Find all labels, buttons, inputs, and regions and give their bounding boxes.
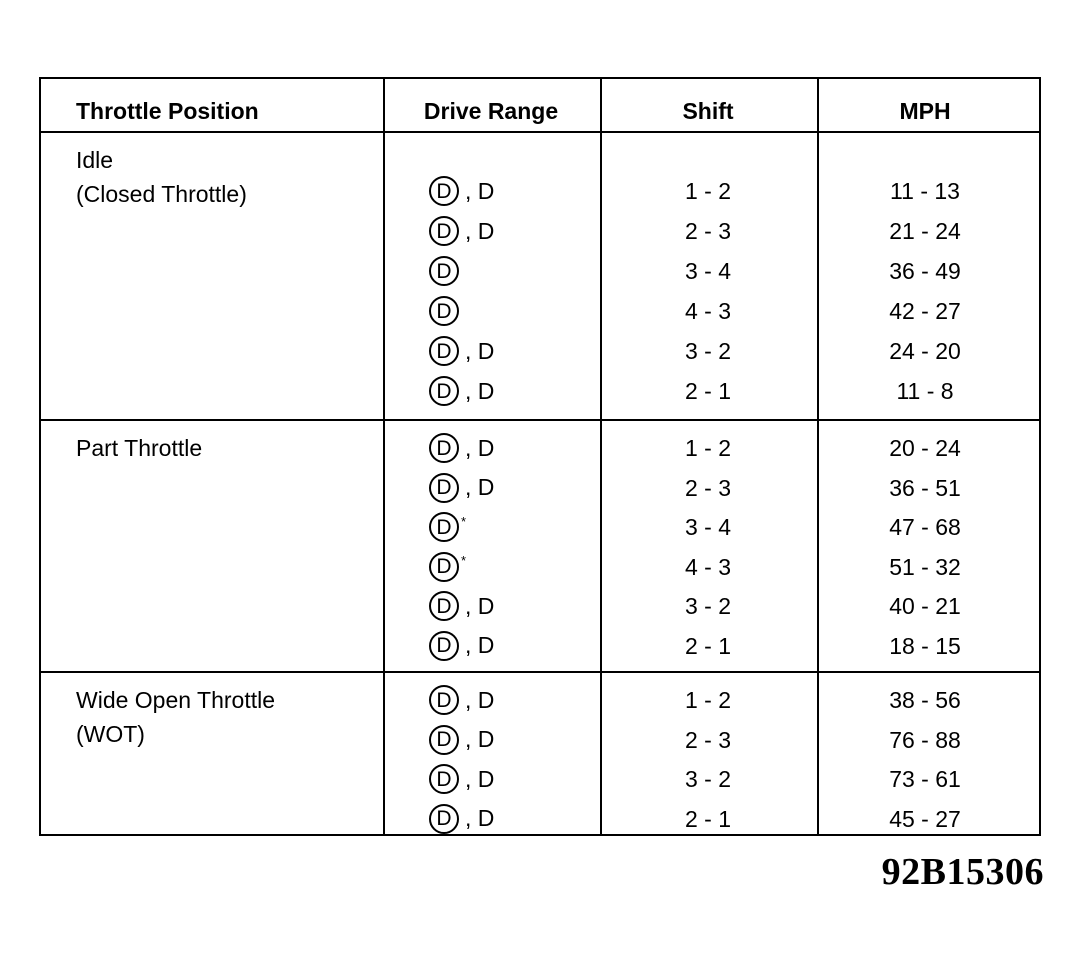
footnote-asterisk: * bbox=[461, 513, 467, 529]
drive-range-cell bbox=[429, 629, 494, 663]
column-divider bbox=[817, 79, 819, 834]
mph-value: 36 - 51 bbox=[889, 474, 961, 501]
drive-overdrive-circle: D bbox=[429, 296, 459, 326]
header-mph: MPH bbox=[899, 98, 951, 124]
mph-value: 36 - 49 bbox=[889, 258, 961, 284]
drive-range-suffix: , D bbox=[465, 805, 495, 831]
mph-value: 24 - 20 bbox=[889, 338, 961, 364]
section-divider bbox=[41, 419, 1039, 421]
header-shift: Shift bbox=[682, 98, 734, 124]
drive-overdrive-circle: D bbox=[429, 685, 459, 715]
throttle-position-label: Idle bbox=[76, 147, 114, 173]
drive-range-suffix: , D bbox=[465, 765, 495, 792]
drive-range-cell bbox=[429, 374, 494, 408]
shift-value: 2 - 1 bbox=[684, 805, 732, 832]
mph-value: 73 - 61 bbox=[889, 766, 961, 792]
shift-value: 2 - 3 bbox=[684, 218, 732, 244]
drive-overdrive-circle: D bbox=[429, 725, 459, 755]
shift-value: 3 - 4 bbox=[684, 514, 732, 540]
drive-range-cell bbox=[429, 683, 494, 717]
drive-range-suffix: , D bbox=[465, 177, 495, 204]
drive-range-cell bbox=[429, 550, 466, 584]
figure-id: 92B15306 bbox=[881, 851, 1044, 893]
mph-value: 47 - 68 bbox=[889, 514, 961, 540]
mph-value: 76 - 88 bbox=[889, 726, 961, 753]
shift-value: 3 - 2 bbox=[684, 338, 732, 364]
shift-speed-table bbox=[39, 77, 1041, 836]
drive-range-suffix: , D bbox=[465, 632, 495, 658]
drive-range-cell bbox=[429, 510, 466, 544]
shift-value: 4 - 3 bbox=[684, 298, 732, 324]
drive-range-cell bbox=[429, 214, 494, 248]
drive-overdrive-circle: D bbox=[429, 473, 459, 503]
mph-value: 42 - 27 bbox=[889, 298, 961, 324]
drive-overdrive-circle: D bbox=[429, 256, 459, 286]
throttle-position-label: Part Throttle bbox=[76, 435, 203, 461]
drive-range-suffix: , D bbox=[465, 686, 495, 713]
drive-overdrive-circle: D bbox=[429, 512, 459, 542]
header-divider bbox=[41, 131, 1039, 133]
mph-value: 45 - 27 bbox=[889, 805, 961, 832]
drive-range-suffix: , D bbox=[465, 592, 495, 619]
drive-range-cell bbox=[429, 471, 494, 505]
column-divider bbox=[600, 79, 602, 834]
drive-range-suffix: , D bbox=[465, 377, 495, 404]
drive-range-suffix: , D bbox=[465, 434, 495, 461]
shift-value: 3 - 2 bbox=[684, 766, 732, 792]
section-divider bbox=[41, 671, 1039, 673]
shift-value: 2 - 3 bbox=[684, 726, 732, 753]
mph-value: 20 - 24 bbox=[889, 435, 961, 461]
mph-value: 38 - 56 bbox=[889, 687, 961, 713]
drive-overdrive-circle: D bbox=[429, 176, 459, 206]
mph-value: 18 - 15 bbox=[889, 632, 961, 659]
drive-overdrive-circle: D bbox=[429, 376, 459, 406]
header-throttle-position: Throttle Position bbox=[76, 98, 259, 124]
footnote-asterisk: * bbox=[461, 553, 467, 568]
mph-value: 11 - 13 bbox=[890, 178, 960, 204]
drive-range-cell bbox=[429, 294, 459, 328]
drive-range-suffix: , D bbox=[465, 474, 495, 500]
throttle-position-label: Wide Open Throttle bbox=[76, 687, 276, 713]
drive-range-cell bbox=[429, 254, 459, 288]
shift-value: 1 - 2 bbox=[684, 435, 732, 461]
drive-range-suffix: , D bbox=[465, 337, 495, 364]
throttle-position-label: (WOT) bbox=[76, 721, 145, 747]
drive-overdrive-circle: D bbox=[429, 216, 459, 246]
mph-value: 40 - 21 bbox=[889, 593, 961, 619]
mph-value: 21 - 24 bbox=[889, 218, 961, 244]
drive-range-cell bbox=[429, 762, 494, 796]
shift-value: 2 - 1 bbox=[684, 632, 732, 659]
drive-range-cell bbox=[429, 334, 494, 368]
shift-value: 3 - 2 bbox=[684, 593, 732, 619]
drive-range-cell bbox=[429, 802, 494, 836]
drive-range-suffix: , D bbox=[465, 217, 495, 244]
drive-overdrive-circle: D bbox=[429, 433, 459, 463]
shift-value: 1 - 2 bbox=[684, 178, 732, 204]
drive-range-cell bbox=[429, 589, 494, 623]
drive-range-cell bbox=[429, 431, 494, 465]
throttle-position-label: (Closed Throttle) bbox=[76, 181, 247, 207]
drive-range-cell bbox=[429, 723, 494, 757]
shift-value: 4 - 3 bbox=[684, 553, 732, 580]
drive-range-cell bbox=[429, 174, 494, 208]
drive-overdrive-circle: D bbox=[429, 591, 459, 621]
drive-overdrive-circle: D bbox=[429, 336, 459, 366]
drive-overdrive-circle: D bbox=[429, 764, 459, 794]
shift-value: 2 - 1 bbox=[684, 378, 732, 404]
mph-value: 51 - 32 bbox=[889, 553, 961, 580]
shift-value: 3 - 4 bbox=[684, 258, 732, 284]
shift-value: 1 - 2 bbox=[684, 687, 732, 713]
header-drive-range: Drive Range bbox=[423, 98, 559, 124]
drive-overdrive-circle: D bbox=[429, 631, 459, 661]
drive-range-suffix: , D bbox=[465, 726, 495, 752]
column-divider bbox=[383, 79, 385, 834]
shift-value: 2 - 3 bbox=[684, 474, 732, 501]
drive-overdrive-circle: D bbox=[429, 552, 459, 582]
mph-value: 11 - 8 bbox=[896, 378, 954, 404]
drive-overdrive-circle: D bbox=[429, 804, 459, 834]
